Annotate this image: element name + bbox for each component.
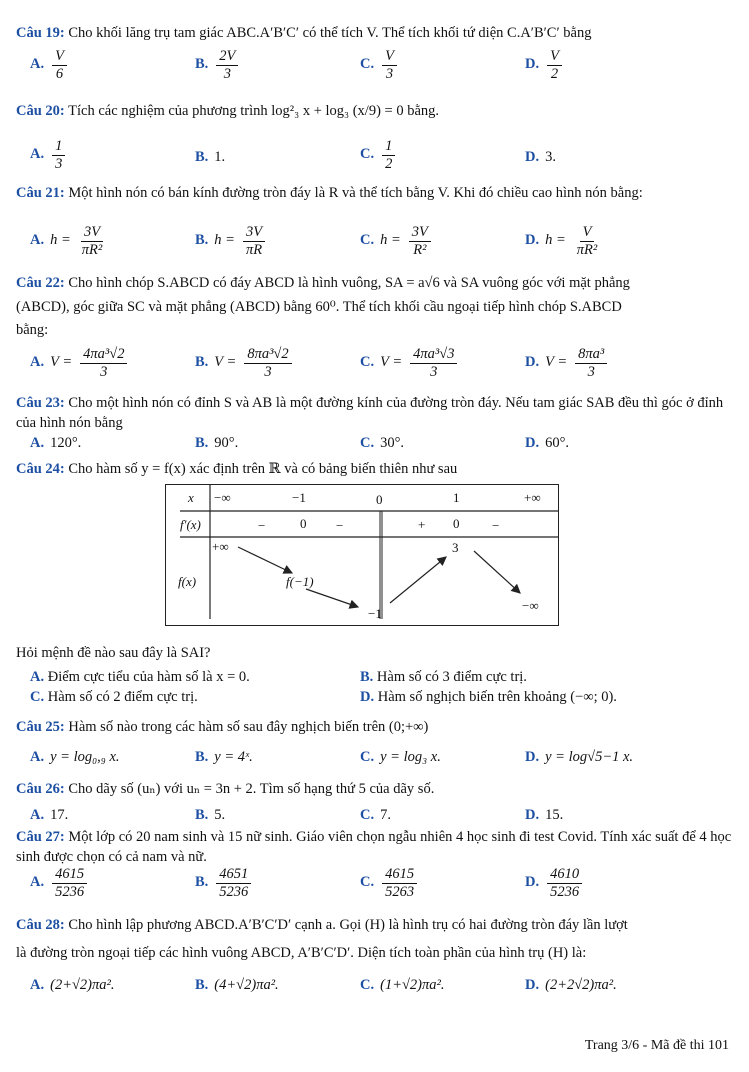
option-b[interactable]: B. h = $\frac{3V}{\pi R}$ bbox=[195, 224, 267, 258]
question-28 bbox=[16, 916, 735, 963]
option-b[interactable]: B. Hàm số có 3 điểm cực trị. bbox=[360, 669, 527, 685]
option-b[interactable]: B. y = 4ˣ. bbox=[195, 749, 253, 765]
q25-options bbox=[30, 748, 739, 770]
question-text-line3: bằng: bbox=[16, 322, 49, 339]
option-c[interactable]: C. (1+√2)πa². bbox=[360, 977, 445, 993]
option-c[interactable]: C. y = log₃ x. bbox=[360, 749, 441, 765]
option-c[interactable]: C. 7. bbox=[360, 807, 391, 823]
fp-sign: 0 bbox=[453, 516, 460, 531]
question-text: Cho dãy số (uₙ) với uₙ = 3n + 2. Tìm số hạng thứ 5 của dãy số. bbox=[68, 781, 435, 797]
f-value: +∞ bbox=[212, 539, 229, 554]
x-value: −∞ bbox=[214, 490, 231, 505]
variation-table bbox=[165, 484, 559, 626]
question-label: Câu 22: bbox=[16, 275, 65, 291]
question-text: Một hình nón có bán kính đường tròn đáy là R và thể tích bằng V. Khi đó chiều cao hình nón bằng: bbox=[68, 185, 643, 201]
page-footer: Trang 3/6 - Mã đề thi 101 bbox=[584, 1038, 729, 1054]
question-label: Câu 24: bbox=[16, 461, 65, 477]
arrow-down-3 bbox=[474, 551, 520, 593]
q23-options bbox=[30, 434, 739, 454]
question-label: Câu 20: bbox=[16, 103, 65, 119]
option-d[interactable]: D. $\frac{V}{2}$ bbox=[525, 48, 564, 82]
option-b[interactable]: B. 90°. bbox=[195, 435, 239, 451]
question-24-prompt: Hỏi mệnh đề nào sau đây là SAI? bbox=[16, 645, 211, 661]
question-text-line2: (ABCD), góc giữa SC và mặt phẳng (ABCD) bằng 60⁰. Thể tích khối cầu ngoại tiếp hình chóp S.ABCD bbox=[16, 298, 622, 315]
f-value: −∞ bbox=[522, 598, 539, 613]
option-a[interactable]: A. 17. bbox=[30, 807, 69, 823]
option-a[interactable]: A. V = $\frac{\text{4πa³√2}}{3}$ bbox=[30, 346, 129, 380]
question-text: Cho hàm số y = f(x) xác định trên ℝ và có bảng biến thiên như sau bbox=[68, 461, 458, 477]
option-c[interactable]: C. Hàm số có 2 điểm cực trị. bbox=[30, 689, 198, 705]
option-b[interactable]: B. 1. bbox=[195, 149, 226, 165]
x-value: −1 bbox=[292, 490, 306, 505]
question-label: Câu 21: bbox=[16, 185, 65, 201]
option-a[interactable]: A. $\frac{V}{6}$ bbox=[30, 48, 69, 82]
question-text: Cho hình lập phương ABCD.A′B′C′D′ cạnh a. Gọi (H) là hình trụ có hai đường tròn đáy lần lượt bbox=[68, 917, 628, 933]
option-a[interactable]: A. $\frac{4615}{5236}$ bbox=[30, 866, 89, 900]
option-c[interactable]: C. h = $\frac{3V}{\text{R²}}$ bbox=[360, 224, 433, 258]
arrow-up bbox=[390, 557, 446, 603]
option-a[interactable]: A. y = log₀,₉ x. bbox=[30, 749, 120, 765]
option-a[interactable]: A. h = $\frac{3V}{\text{πR²}}$ bbox=[30, 224, 103, 258]
question-26 bbox=[16, 780, 735, 800]
option-c[interactable]: C. V = $\frac{\text{4πa³√3}}{3}$ bbox=[360, 346, 459, 380]
fp-label: f′(x) bbox=[180, 517, 201, 532]
option-d[interactable]: D. $\frac{4610}{5236}$ bbox=[525, 866, 584, 900]
option-c[interactable]: C. 30°. bbox=[360, 435, 405, 451]
option-c[interactable]: C. $\frac{V}{3}$ bbox=[360, 48, 399, 82]
question-label: Câu 26: bbox=[16, 781, 65, 797]
question-text: Hàm số nào trong các hàm số sau đây nghịch biến trên (0;+∞) bbox=[68, 719, 429, 735]
q26-options bbox=[30, 806, 739, 826]
question-label: Câu 23: bbox=[16, 395, 65, 411]
option-c[interactable]: C. $\frac{4615}{5263}$ bbox=[360, 866, 419, 900]
f-value: f(−1) bbox=[286, 574, 314, 589]
option-a[interactable]: A. 120°. bbox=[30, 435, 82, 451]
question-text: Một lớp có 20 nam sinh và 15 nữ sinh. Giáo viên chọn ngẫu nhiên 4 học sinh đi test Covid. Tính xác suất để 4 học sinh được chọn có cả nam và nữ. bbox=[16, 829, 732, 865]
x-value: +∞ bbox=[524, 490, 541, 505]
x-label: x bbox=[188, 490, 194, 505]
option-b[interactable]: B. $\frac{4651}{5236}$ bbox=[195, 866, 253, 900]
x-value: 1 bbox=[453, 490, 460, 505]
option-b[interactable]: B. V = $\frac{\text{8πa³√2}}{3}$ bbox=[195, 346, 294, 380]
question-text: Cho một hình nón có đỉnh S và AB là một đường kính của đường tròn đáy. Nếu tam giác SAB đều thì góc ở đỉnh của hình nón bằng bbox=[16, 395, 724, 431]
f-label: f(x) bbox=[178, 574, 197, 589]
option-b[interactable]: B. $\frac{2V}{3}$ bbox=[195, 48, 240, 82]
q28-options bbox=[30, 976, 739, 998]
q20-options bbox=[30, 138, 739, 178]
f-value: 3 bbox=[452, 540, 459, 555]
option-d[interactable]: D. 60°. bbox=[525, 435, 570, 451]
arrow-down-2 bbox=[306, 589, 358, 607]
q22-options bbox=[30, 346, 739, 386]
fp-sign: 0 bbox=[300, 516, 307, 531]
fp-sign: + bbox=[418, 517, 426, 532]
question-24 bbox=[16, 460, 735, 480]
option-b[interactable]: B. (4+√2)πa². bbox=[195, 977, 279, 993]
question-25 bbox=[16, 718, 735, 738]
question-label: Câu 27: bbox=[16, 829, 65, 845]
question-22 bbox=[16, 274, 735, 341]
question-text: Tích các nghiệm của phương trình log²₃ x + log₃ (x/9) = 0 bằng. bbox=[68, 103, 440, 119]
option-b[interactable]: B. 5. bbox=[195, 807, 226, 823]
arrow-down-1 bbox=[238, 547, 292, 573]
question-text-line2: là đường tròn ngoại tiếp các hình vuông ABCD, A′B′C′D′. Diện tích toàn phần của hình trụ (H) là: bbox=[16, 944, 587, 961]
option-d[interactable]: D. h = $\frac{V}{\text{πR²}}$ bbox=[525, 224, 598, 258]
option-d[interactable]: D. 3. bbox=[525, 149, 556, 165]
x-value: 0 bbox=[376, 492, 383, 507]
question-label: Câu 25: bbox=[16, 719, 65, 735]
question-20 bbox=[16, 102, 735, 122]
option-a[interactable]: A. (2+√2)πa². bbox=[30, 977, 115, 993]
q21-options bbox=[30, 224, 739, 264]
q19-options bbox=[30, 48, 739, 88]
option-d[interactable]: D. (2+2√2)πa². bbox=[525, 977, 617, 993]
option-c[interactable]: C. $\frac{1}{2}$ bbox=[360, 138, 397, 172]
option-d[interactable]: D. y = log√5−1 x. bbox=[525, 749, 634, 765]
fp-sign: − bbox=[336, 518, 344, 533]
f-value: −1 bbox=[368, 606, 382, 621]
question-label: Câu 28: bbox=[16, 917, 65, 933]
question-text: Cho hình chóp S.ABCD có đáy ABCD là hình vuông, SA = a√6 và SA vuông góc với mặt phẳng bbox=[68, 275, 630, 291]
option-a[interactable]: A. $\frac{1}{3}$ bbox=[30, 138, 67, 172]
question-label: Câu 19: bbox=[16, 25, 65, 41]
question-27 bbox=[16, 828, 735, 867]
question-23 bbox=[16, 394, 735, 433]
question-text: Cho khối lăng trụ tam giác ABC.A′B′C′ có thể tích V. Thể tích khối tứ diện C.A′B′C′ bằng bbox=[68, 25, 592, 41]
option-a[interactable]: A. Điểm cực tiểu của hàm số là x = 0. bbox=[30, 669, 250, 685]
option-d[interactable]: D. 15. bbox=[525, 807, 564, 823]
q27-options bbox=[30, 866, 739, 906]
question-21 bbox=[16, 184, 735, 204]
option-d[interactable]: D. Hàm số nghịch biến trên khoảng (−∞; 0). bbox=[360, 689, 617, 705]
question-19 bbox=[16, 24, 735, 44]
fp-sign: − bbox=[258, 518, 266, 533]
fp-sign: − bbox=[492, 518, 500, 533]
option-d[interactable]: D. V = $\frac{\text{8πa³}}{3}$ bbox=[525, 346, 609, 380]
